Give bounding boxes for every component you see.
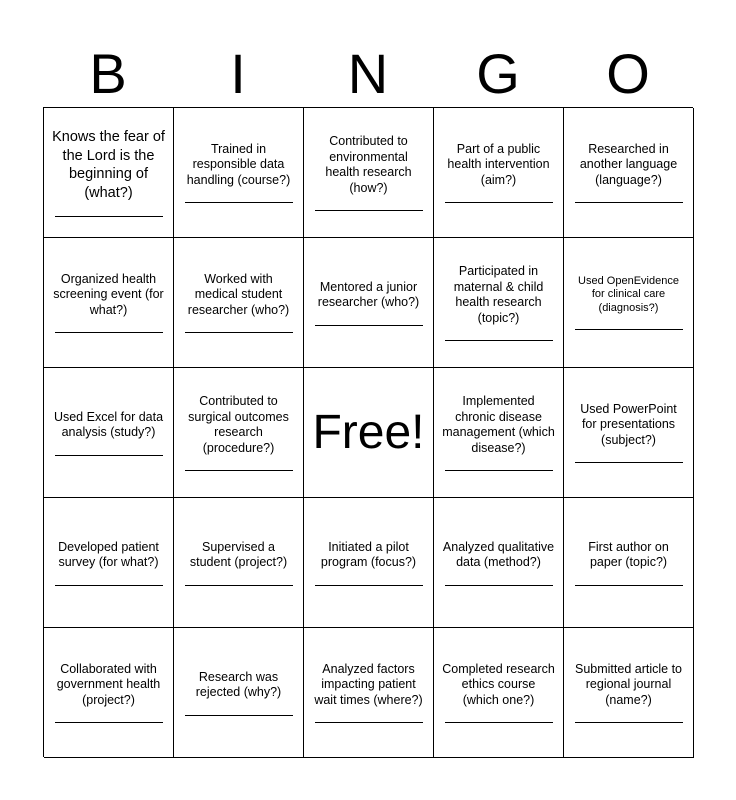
answer-line (55, 585, 163, 586)
cell-prompt: Contributed to environmental health research (how?) (325, 134, 412, 195)
answer-line (445, 722, 553, 723)
answer-line (575, 722, 683, 723)
bingo-cell[interactable] (174, 238, 304, 368)
cell-prompt: Used OpenEvidence for clinical care (diagnosis?) (578, 274, 679, 314)
answer-line (315, 722, 423, 723)
bingo-cell[interactable] (564, 108, 694, 238)
bingo-header (43, 40, 693, 108)
bingo-cell[interactable] (304, 108, 434, 238)
cell-prompt: Analyzed factors impacting patient wait times (where?) (314, 661, 423, 707)
cell-prompt: Developed patient survey (for what?) (58, 539, 159, 569)
header-letter-n: N (347, 42, 389, 105)
answer-line (185, 202, 293, 203)
answer-line (185, 470, 293, 471)
answer-line (445, 202, 553, 203)
answer-line (55, 216, 163, 217)
cell-prompt: Submitted article to regional journal (name?) (575, 661, 682, 707)
cell-prompt: Initiated a pilot program (focus?) (320, 539, 417, 569)
answer-line (55, 455, 163, 456)
bingo-cell[interactable] (564, 368, 694, 498)
cell-prompt: Mentored a junior researcher (who?) (317, 279, 420, 309)
bingo-cell[interactable] (44, 238, 174, 368)
cell-prompt: Collaborated with government health (project?) (56, 661, 161, 707)
cell-prompt: Supervised a student (project?) (189, 539, 288, 569)
free-space-label: Free! (312, 405, 425, 459)
answer-line (315, 585, 423, 586)
answer-line (445, 585, 553, 586)
cell-prompt: Analyzed qualitative data (method?) (442, 539, 555, 569)
bingo-cell[interactable] (304, 628, 434, 758)
bingo-cell[interactable] (564, 498, 694, 628)
cell-prompt: Trained in responsible data handling (course?) (186, 141, 291, 187)
answer-line (575, 329, 683, 330)
cell-prompt: Implemented chronic disease management (which disease?) (442, 394, 555, 455)
answer-line (445, 340, 553, 341)
bingo-cell[interactable] (434, 368, 564, 498)
bingo-cell[interactable] (44, 628, 174, 758)
answer-line (575, 462, 683, 463)
bingo-cell[interactable] (44, 368, 174, 498)
bingo-cell[interactable] (174, 108, 304, 238)
bingo-cell[interactable] (434, 628, 564, 758)
cell-prompt: Used PowerPoint for presentations (subject?) (580, 401, 677, 447)
answer-line (445, 470, 553, 471)
bingo-cell[interactable] (304, 238, 434, 368)
answer-line (185, 332, 293, 333)
header-letter-o: O (606, 42, 650, 105)
cell-prompt: Contributed to surgical outcomes research (procedure?) (188, 394, 289, 455)
bingo-cell[interactable] (434, 498, 564, 628)
header-letter-b: B (89, 42, 127, 105)
bingo-cell[interactable] (44, 108, 174, 238)
free-space-cell[interactable] (304, 368, 434, 498)
answer-line (185, 585, 293, 586)
header-letter-i: I (230, 42, 246, 105)
bingo-cell[interactable] (174, 628, 304, 758)
answer-line (55, 722, 163, 723)
cell-prompt: Part of a public health intervention (aim?) (447, 141, 550, 187)
bingo-cell[interactable] (174, 498, 304, 628)
bingo-cell[interactable] (304, 498, 434, 628)
answer-line (315, 325, 423, 326)
cell-prompt: Participated in maternal & child health research (topic?) (453, 264, 544, 325)
bingo-cell[interactable] (564, 238, 694, 368)
cell-prompt: Used Excel for data analysis (study?) (53, 409, 164, 439)
cell-prompt: Worked with medical student researcher (who?) (187, 271, 290, 317)
bingo-grid (43, 107, 693, 757)
answer-line (55, 332, 163, 333)
answer-line (575, 585, 683, 586)
bingo-cell[interactable] (564, 628, 694, 758)
cell-prompt: Knows the fear of the Lord is the beginning of (what?) (52, 129, 165, 201)
answer-line (185, 715, 293, 716)
cell-prompt: Researched in another language (language?) (579, 141, 678, 187)
cell-prompt: First author on paper (topic?) (588, 539, 669, 569)
answer-line (575, 202, 683, 203)
bingo-cell[interactable] (434, 108, 564, 238)
cell-prompt: Completed research ethics course (which one?) (442, 661, 555, 707)
header-letter-g: G (476, 42, 520, 105)
cell-prompt: Research was rejected (why?) (195, 669, 282, 699)
bingo-cell[interactable] (174, 368, 304, 498)
bingo-cell[interactable] (434, 238, 564, 368)
cell-prompt: Organized health screening event (for what?) (53, 271, 164, 317)
bingo-cell[interactable] (44, 498, 174, 628)
answer-line (315, 210, 423, 211)
